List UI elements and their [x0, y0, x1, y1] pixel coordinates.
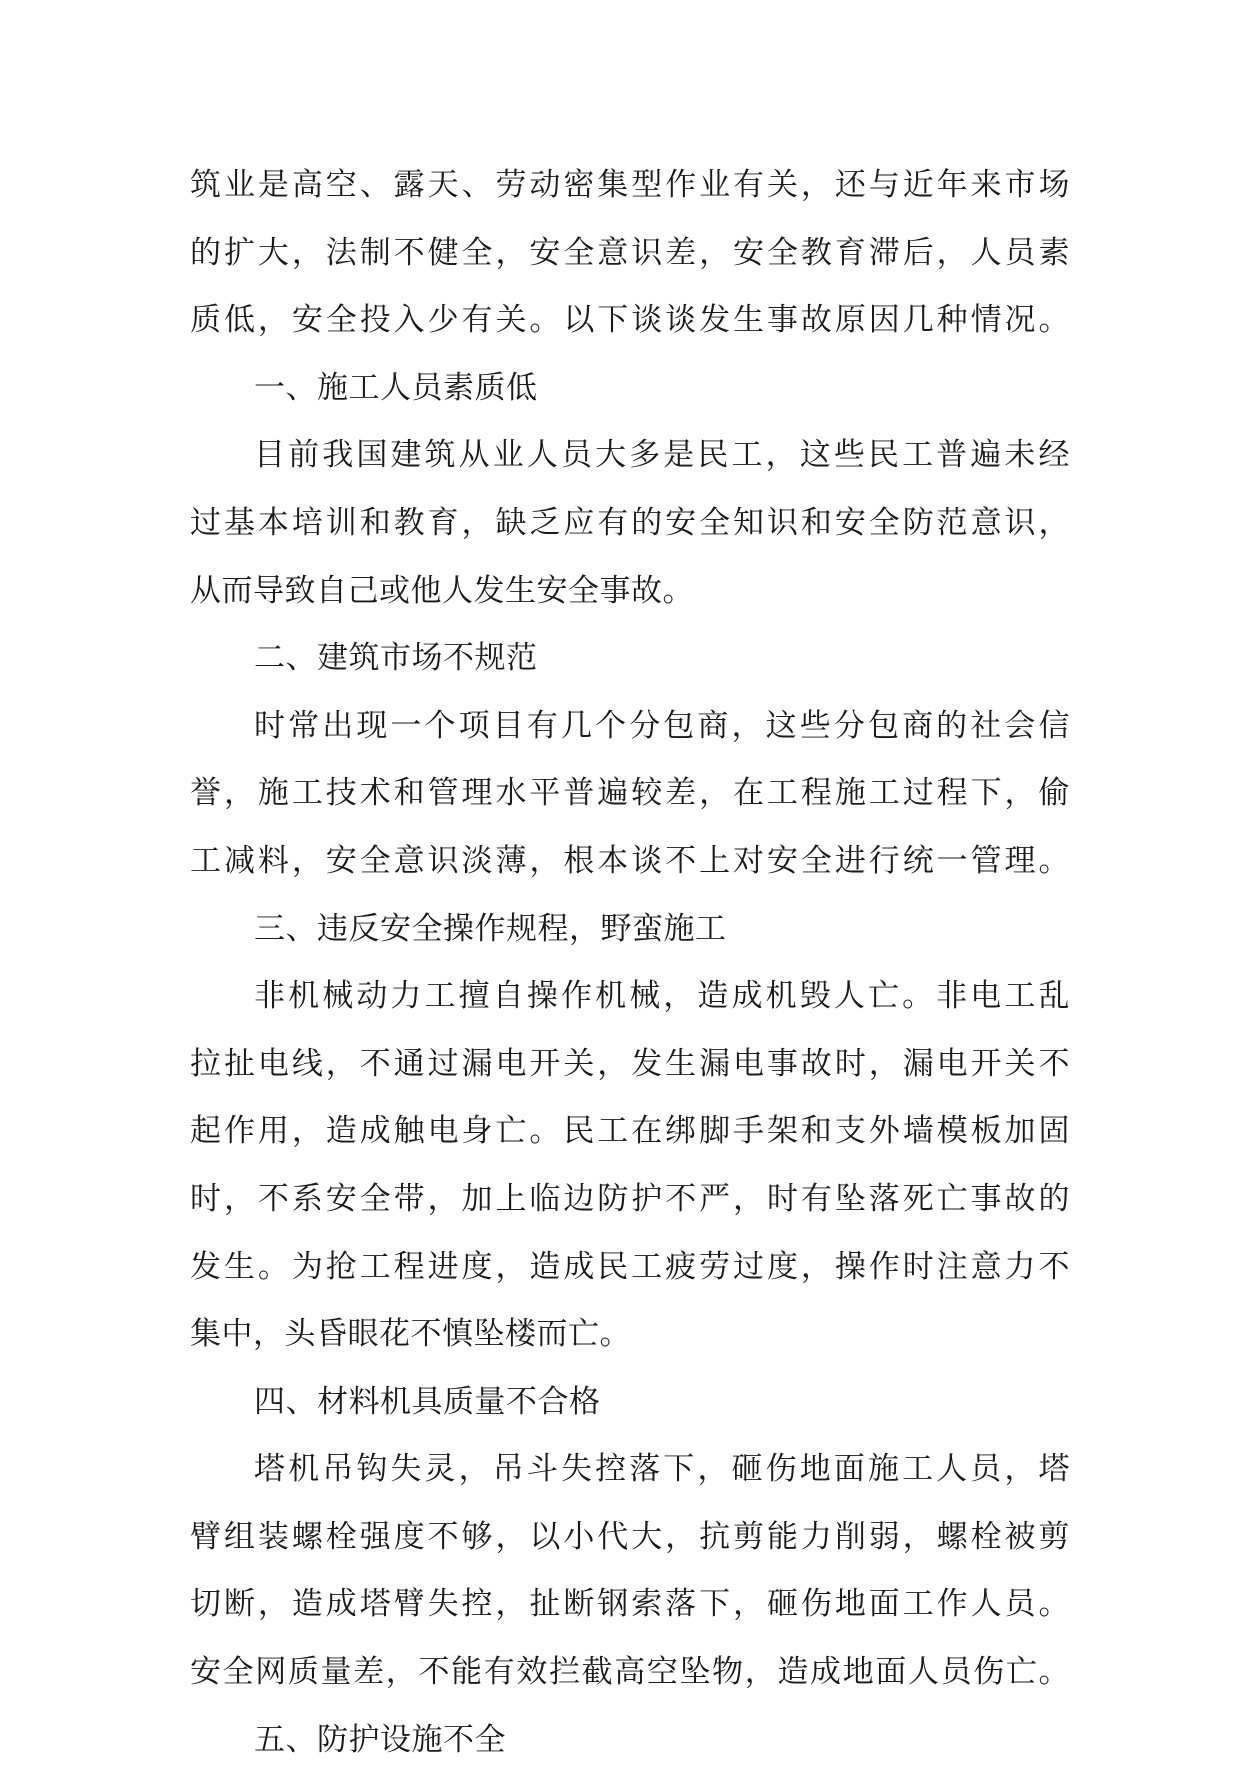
text-line: 非机械动力工擅自操作机械，造成机毁人亡。非电工乱 [254, 978, 1070, 1015]
section-heading: 五、防护设施不全 [254, 1721, 506, 1758]
text-line: 安全网质量差，不能有效拦截高空坠物，造成地面人员伤亡。 [190, 1654, 1070, 1691]
text-line: 质低，安全投入少有关。以下谈谈发生事故原因几种情况。 [190, 302, 1070, 339]
text-line: 从而导致自己或他人发生安全事故。 [190, 572, 694, 609]
text-line: 拉扯电线，不通过漏电开关，发生漏电事故时，漏电开关不 [190, 1045, 1070, 1082]
section-heading: 四、材料机具质量不合格 [254, 1383, 601, 1420]
section-heading: 二、建筑市场不规范 [254, 640, 538, 677]
document-body [190, 152, 1070, 1774]
text-line: 起作用，造成触电身亡。民工在绑脚手架和支外墙模板加固 [190, 1113, 1070, 1150]
text-line: 时常出现一个项目有几个分包商，这些分包商的社会信 [254, 707, 1070, 744]
text-line: 誉，施工技术和管理水平普遍较差，在工程施工过程下，偷 [190, 775, 1070, 812]
section-heading: 三、违反安全操作规程，野蛮施工 [254, 910, 727, 947]
section-heading: 一、施工人员素质低 [254, 369, 538, 406]
text-line: 集中，头昏眼花不慎坠楼而亡。 [190, 1316, 631, 1353]
text-line: 工减料，安全意识淡薄，根本谈不上对安全进行统一管理。 [190, 842, 1070, 879]
text-line: 过基本培训和教育，缺乏应有的安全知识和安全防范意识， [190, 504, 1070, 541]
text-line: 的扩大，法制不健全，安全意识差，安全教育滞后，人员素 [190, 234, 1070, 271]
text-line: 切断，造成塔臂失控，扯断钢索落下，砸伤地面工作人员。 [190, 1586, 1070, 1623]
text-line: 筑业是高空、露天、劳动密集型作业有关，还与近年来市场 [190, 167, 1070, 203]
text-line: 时，不系安全带，加上临边防护不严，时有坠落死亡事故的 [190, 1180, 1070, 1217]
text-line: 塔机吊钩失灵，吊斗失控落下，砸伤地面施工人员，塔 [254, 1451, 1070, 1488]
text-line: 目前我国建筑从业人员大多是民工，这些民工普遍未经 [254, 437, 1070, 474]
text-line: 发生。为抢工程进度，造成民工疲劳过度，操作时注意力不 [190, 1248, 1070, 1285]
text-line: 臂组装螺栓强度不够，以小代大，抗剪能力削弱，螺栓被剪 [190, 1518, 1070, 1555]
